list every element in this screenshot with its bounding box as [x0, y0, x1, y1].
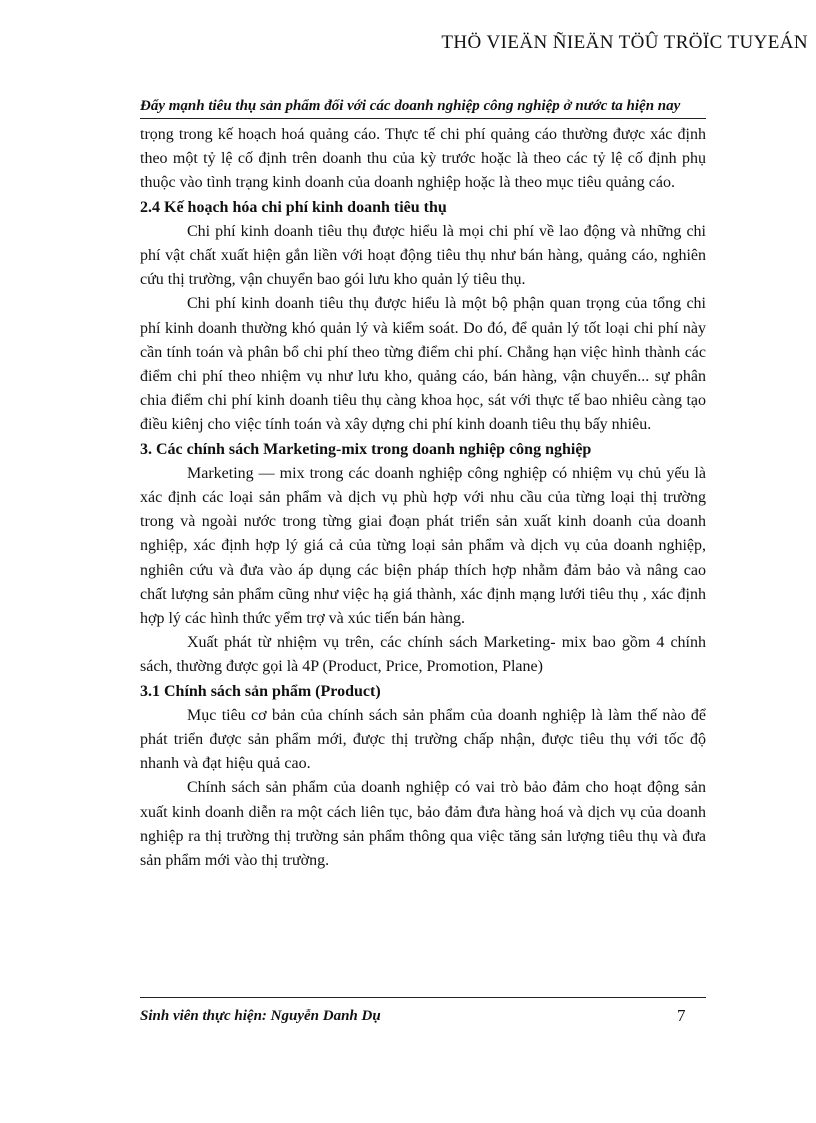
paragraph: Marketing — mix trong các doanh nghiệp công nghiệp có nhiệm vụ chủ yếu là xác định các loại sản phẩm và dịch vụ phù hợp với nhu cầu của từng loại thị trường trong và ngoài nước trong từng giai đoạn phát triển sản xuất kinh doanh của doanh nghiệp, xác định hợp lý giá cả của từng loại sản phẩm và dịch vụ của doanh nghiệp, nghiên cứu và đưa vào áp dụng các biện pháp thích hợp nhằm đảm bảo và nâng cao chất lượng sản phẩm cũng như việc hạ giá thành, xác định mạng lưới tiêu thụ , xác định hợp lý các hình thức yểm trợ và xúc tiến bán hàng. [140, 464, 706, 628]
paragraph: Chính sách sản phẩm của doanh nghiệp có vai trò bảo đảm cho hoạt động sản xuất kinh doanh diễn ra một cách liên tục, bảo đảm đưa hàng hoá và dịch vụ của doanh nghiệp ra thị trường thị trường sản phẩm thông qua việc tăng sản lượng tiêu thụ và đưa sản phẩm mới vào thị trường. [140, 779, 706, 870]
footer-author: Sinh viên thực hiện: Nguyễn Danh Dụ [140, 1008, 381, 1024]
footer-divider [140, 997, 706, 998]
library-banner: THÖ VIEÄN ÑIEÄN TÖÛ TRÖÏC TUYEÁN [441, 32, 808, 53]
page-number: 7 [677, 1006, 686, 1025]
paragraph: Mục tiêu cơ bản của chính sách sản phẩm của doanh nghiệp là làm thế nào để phát triển được sản phẩm mới, được thị trường chấp nhận, được tiêu thụ với tốc độ nhanh và đạt hiệu quả cao. [140, 706, 706, 773]
paragraph: Chi phí kinh doanh tiêu thụ được hiểu là một bộ phận quan trọng của tổng chi phí kinh doanh thường khó quản lý và kiểm soát. Do đó, để quản lý tốt loại chi phí này cần tính toán và phân bổ chi phí theo từng điểm chi phí. Chẳng hạn việc hình thành các điểm chi phí theo nhiệm vụ như lưu kho, quảng cáo, bán hàng, vận chuyển... sự phân chia điểm chi phí kinh doanh tiêu thụ càng khoa học, sát với thực tế bao nhiêu càng tạo điều kiênj cho việc tính toán và xây dựng chi phí kinh doanh tiêu thụ bấy nhiêu. [140, 295, 706, 434]
paragraph-continuation: trọng trong kế hoạch hoá quảng cáo. Thực tế chi phí quảng cáo thường được xác định theo một tỷ lệ cố định trên doanh thu của kỳ trước hoặc là theo các tỷ lệ cố định phụ thuộc vào tình trạng kinh doanh của doanh nghiệp hoặc là theo mục tiêu quảng cáo. [140, 126, 706, 192]
header-divider [140, 118, 706, 119]
paragraph: Chi phí kinh doanh tiêu thụ được hiểu là mọi chi phí về lao động và những chi phí vật chất xuất hiện gắn liền với hoạt động tiêu thụ như bán hàng, quảng cáo, nghiên cứu thị trường, vận chuyển bao gói lưu kho quản lý tiêu thụ. [140, 222, 706, 289]
section-heading-3: 3. Các chính sách Marketing-mix trong doanh nghiệp công nghiệp [140, 440, 592, 458]
page-body [140, 123, 706, 873]
section-heading-3-1: 3.1 Chính sách sản phẩm (Product) [140, 682, 381, 700]
section-heading-2-4: 2.4 Kế hoạch hóa chi phí kinh doanh tiêu thụ [140, 198, 447, 216]
running-header: Đẩy mạnh tiêu thụ sản phẩm đối với các doanh nghiệp công nghiệp ở nước ta hiện nay [140, 98, 681, 114]
paragraph: Xuất phát từ nhiệm vụ trên, các chính sách Marketing- mix bao gồm 4 chính sách, thường được gọi là 4P (Product, Price, Promotion, Plane) [140, 634, 706, 676]
